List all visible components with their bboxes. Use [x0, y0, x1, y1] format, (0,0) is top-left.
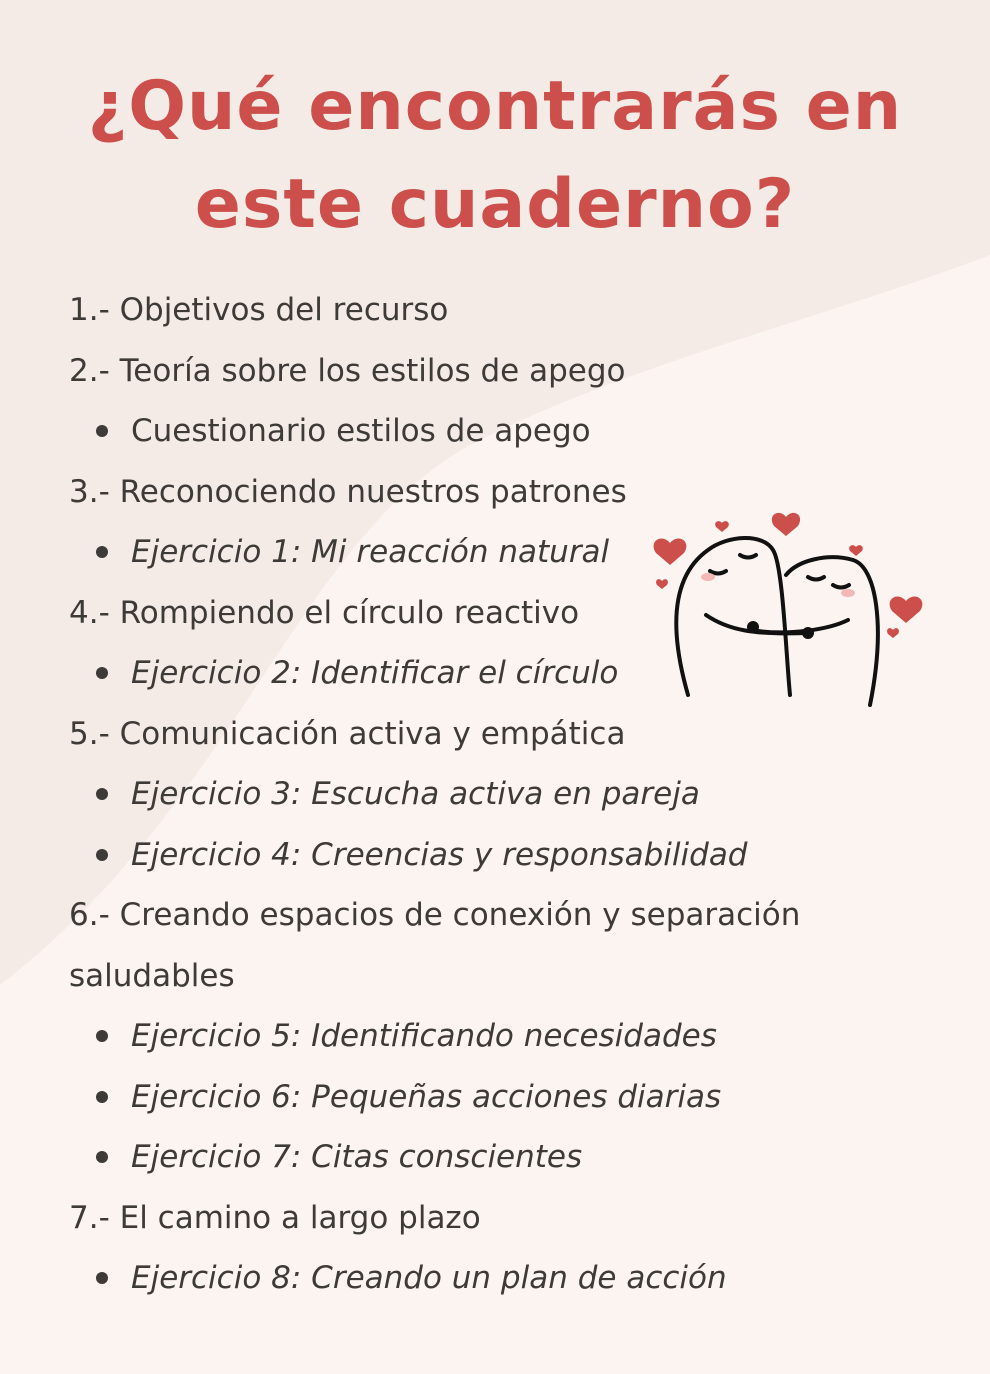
bullet-icon: [96, 1272, 108, 1284]
toc-text: 7.- El camino a largo plazo: [69, 1199, 481, 1236]
toc-text: 1.- Objetivos del recurso: [69, 292, 449, 328]
title-line-1: ¿Qué encontrarás en: [87, 67, 903, 146]
toc-text: Ejercicio 4: Creencias y responsabilidad: [131, 836, 748, 873]
toc-section-2: [69, 341, 949, 402]
heart-icon: [890, 596, 923, 623]
heart-icon: [887, 628, 899, 638]
heart-icon: [654, 538, 687, 565]
bullet-icon: [96, 849, 108, 861]
toc-exercise-5: [69, 1006, 949, 1067]
toc-exercise-6: [69, 1067, 949, 1128]
toc-text: Ejercicio 3: Escucha activa en pareja: [131, 776, 700, 812]
hugging-couple-with-hearts-icon: [648, 505, 928, 720]
page-title: [0, 58, 990, 254]
toc-text: 2.- Teoría sobre los estilos de apego: [69, 352, 626, 389]
bullet-icon: [96, 1091, 108, 1103]
toc-exercise-7: [69, 1127, 949, 1188]
toc-text: 5.- Comunicación activa y empática: [69, 715, 626, 752]
bullet-icon: [96, 1151, 108, 1163]
toc-text: Ejercicio 8: Creando un plan de acción: [131, 1260, 727, 1296]
bullet-icon: [96, 1030, 108, 1042]
toc-text: Cuestionario estilos de apego: [131, 413, 591, 449]
heart-icon: [715, 521, 729, 532]
toc-item: [69, 401, 949, 462]
table-of-contents: [69, 280, 949, 1309]
toc-exercise-3: [69, 764, 949, 825]
toc-section-1: [69, 280, 949, 341]
title-line-2: este cuaderno?: [194, 165, 796, 244]
toc-section-6-continuation: [69, 946, 949, 1007]
toc-exercise-4: [69, 825, 949, 886]
toc-section-6: [69, 885, 949, 946]
toc-text: 4.- Rompiendo el círculo reactivo: [69, 594, 580, 631]
toc-section-7: [69, 1188, 949, 1249]
toc-text: Ejercicio 1: Mi reacción natural: [131, 534, 610, 570]
toc-text: saludables: [69, 957, 235, 994]
bullet-icon: [96, 788, 108, 800]
bullet-icon: [96, 546, 108, 558]
heart-icon: [772, 513, 800, 536]
toc-text: Ejercicio 5: Identificando necesidades: [131, 1018, 717, 1054]
bullet-icon: [96, 667, 108, 679]
toc-text: 6.- Creando espacios de conexión y separación: [69, 897, 801, 933]
bullet-icon: [96, 425, 108, 437]
toc-text: Ejercicio 7: Citas conscientes: [131, 1139, 583, 1175]
heart-icon: [849, 545, 863, 556]
toc-text: Ejercicio 2: Identificar el círculo: [131, 655, 619, 691]
toc-exercise-8: [69, 1248, 949, 1309]
toc-text: 3.- Reconociendo nuestros patrones: [69, 473, 627, 510]
toc-text: Ejercicio 6: Pequeñas acciones diarias: [131, 1078, 722, 1115]
heart-icon: [656, 579, 668, 589]
